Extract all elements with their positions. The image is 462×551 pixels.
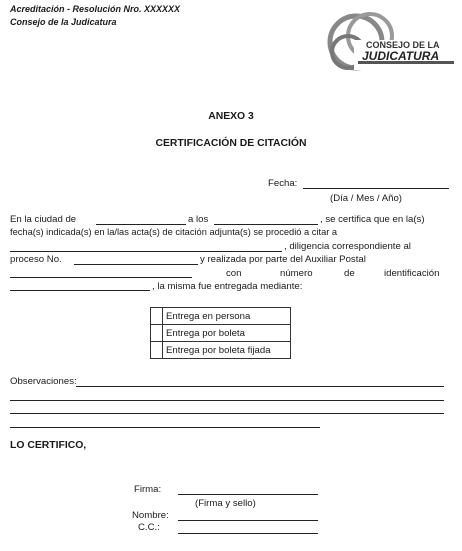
- observations-label: Observaciones:: [10, 376, 77, 387]
- firma-field-line[interactable]: [178, 494, 318, 495]
- id-number-field-line[interactable]: [10, 290, 150, 291]
- institution-text: Consejo de la Judicatura: [10, 17, 117, 27]
- nombre-field-line[interactable]: [178, 520, 318, 521]
- delivery-option-row[interactable]: [151, 325, 291, 342]
- body-l6: , la misma fue entregada mediante:: [152, 281, 303, 292]
- observations-line-4[interactable]: [10, 427, 320, 428]
- date-field-line[interactable]: [303, 188, 449, 189]
- observations-line-1[interactable]: [76, 386, 444, 387]
- date-label: Fecha:: [268, 178, 298, 189]
- body-l1c: , se certifica que en la(s): [320, 214, 425, 225]
- option-label: Entrega por boleta fijada: [163, 342, 291, 359]
- postal-aux-field-line[interactable]: [10, 277, 192, 278]
- body-l2: fecha(s) indicada(s) en la/las acta(s) de citación adjunta(s) se procedió a citar a: [10, 227, 338, 237]
- firma-label: Firma:: [134, 484, 162, 495]
- cc-label: C.C.:: [138, 522, 160, 533]
- observations-line-3[interactable]: [10, 413, 444, 414]
- days-field-line[interactable]: [214, 224, 318, 225]
- option-checkbox[interactable]: [151, 308, 163, 325]
- logo-line2: JUDICATURA: [362, 49, 440, 63]
- body-l5c: de: [344, 268, 355, 279]
- body-l1a: En la ciudad de: [10, 214, 77, 225]
- cited-person-field-line[interactable]: [10, 251, 282, 252]
- judicatura-logo: [318, 6, 458, 82]
- option-checkbox[interactable]: [151, 342, 163, 359]
- body-l4b: y realizada por parte del Auxiliar Postal: [200, 254, 366, 265]
- option-label: Entrega en persona: [163, 308, 291, 325]
- delivery-options-table: [150, 307, 291, 359]
- logo-line1: CONSEJO DE LA: [366, 40, 440, 50]
- delivery-option-row[interactable]: [151, 308, 291, 325]
- document-title: CERTIFICACIÓN DE CITACIÓN: [155, 138, 307, 149]
- body-l1b: a los: [188, 214, 209, 225]
- delivery-option-row[interactable]: [151, 342, 291, 359]
- body-l5d: identificación: [384, 268, 440, 279]
- observations-line-2[interactable]: [10, 400, 444, 401]
- body-l5b: número: [280, 268, 313, 279]
- process-number-field-line[interactable]: [74, 264, 198, 265]
- certify-heading: LO CERTIFICO,: [10, 440, 87, 451]
- body-l4a: proceso No.: [10, 254, 62, 265]
- cc-field-line[interactable]: [178, 533, 318, 534]
- firma-hint: (Firma y sello): [195, 498, 256, 509]
- nombre-label: Nombre:: [132, 510, 169, 521]
- option-label: Entrega por boleta: [163, 325, 291, 342]
- body-l5a: con: [226, 268, 242, 279]
- date-hint: (Día / Mes / Año): [330, 193, 402, 204]
- accreditation-text: Acreditación - Resolución Nro. XXXXXX: [10, 4, 181, 14]
- annex-title: ANEXO 3: [208, 111, 254, 122]
- option-checkbox[interactable]: [151, 325, 163, 342]
- body-l3: , diligencia correspondiente al: [284, 241, 411, 252]
- city-field-line[interactable]: [96, 224, 186, 225]
